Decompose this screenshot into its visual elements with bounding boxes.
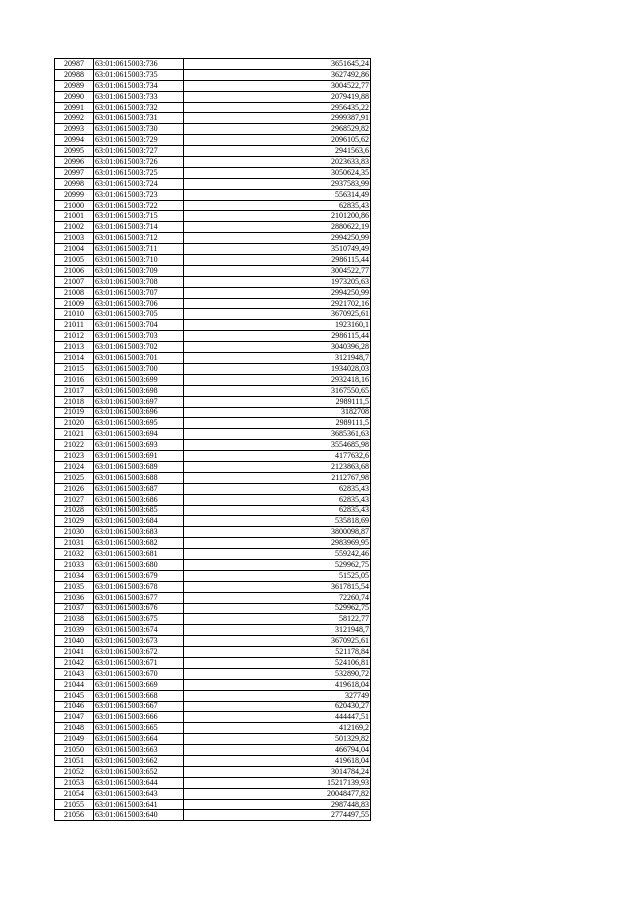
table-row (55, 538, 371, 549)
table-row (55, 516, 371, 527)
row-number: 21051 (55, 756, 94, 767)
value-cell: 3800098,87 (184, 527, 371, 538)
value-cell: 3651645,24 (184, 59, 371, 70)
row-number: 21013 (55, 342, 94, 353)
table-row (55, 549, 371, 560)
cadastral-number: 63:01:0615003:686 (94, 494, 184, 505)
value-cell: 2989111,5 (184, 396, 371, 407)
value-cell: 412169,2 (184, 723, 371, 734)
cadastral-number: 63:01:0615003:736 (94, 59, 184, 70)
cadastral-number: 63:01:0615003:671 (94, 657, 184, 668)
value-cell: 2989111,5 (184, 418, 371, 429)
table-row (55, 233, 371, 244)
value-cell: 529962,75 (184, 603, 371, 614)
row-number: 21014 (55, 353, 94, 364)
table-row (55, 668, 371, 679)
cadastral-number: 63:01:0615003:710 (94, 255, 184, 266)
cadastral-number: 63:01:0615003:666 (94, 712, 184, 723)
cadastral-number: 63:01:0615003:695 (94, 418, 184, 429)
cadastral-number: 63:01:0615003:726 (94, 157, 184, 168)
row-number: 20998 (55, 178, 94, 189)
row-number: 21026 (55, 483, 94, 494)
table-row (55, 157, 371, 168)
cadastral-number: 63:01:0615003:705 (94, 309, 184, 320)
row-number: 21022 (55, 440, 94, 451)
row-number: 21040 (55, 636, 94, 647)
row-number: 21029 (55, 516, 94, 527)
table-row (55, 581, 371, 592)
cadastral-number: 63:01:0615003:682 (94, 538, 184, 549)
row-number: 21000 (55, 200, 94, 211)
table-row (55, 472, 371, 483)
value-cell: 3182708 (184, 407, 371, 418)
row-number: 20999 (55, 189, 94, 200)
row-number: 21033 (55, 559, 94, 570)
cadastral-number: 63:01:0615003:672 (94, 647, 184, 658)
table-row (55, 309, 371, 320)
value-cell: 556314,49 (184, 189, 371, 200)
value-cell: 3050624,35 (184, 167, 371, 178)
table-row (55, 69, 371, 80)
row-number: 21038 (55, 614, 94, 625)
row-number: 21048 (55, 723, 94, 734)
cadastral-number: 63:01:0615003:709 (94, 265, 184, 276)
table-row (55, 298, 371, 309)
table-row (55, 244, 371, 255)
value-cell: 2994250,99 (184, 233, 371, 244)
value-cell: 1934028,03 (184, 363, 371, 374)
cadastral-number: 63:01:0615003:676 (94, 603, 184, 614)
row-number: 21047 (55, 712, 94, 723)
row-number: 21050 (55, 745, 94, 756)
value-cell: 2987448,83 (184, 799, 371, 810)
value-cell: 1973205,63 (184, 276, 371, 287)
table-row (55, 440, 371, 451)
value-cell: 62835,43 (184, 494, 371, 505)
cadastral-number: 63:01:0615003:734 (94, 80, 184, 91)
cadastral-number: 63:01:0615003:685 (94, 505, 184, 516)
cadastral-number: 63:01:0615003:699 (94, 374, 184, 385)
row-number: 20997 (55, 167, 94, 178)
value-cell: 2999387,91 (184, 113, 371, 124)
table-row (55, 167, 371, 178)
table-row (55, 451, 371, 462)
table-row (55, 124, 371, 135)
cadastral-number: 63:01:0615003:674 (94, 625, 184, 636)
cadastral-number: 63:01:0615003:665 (94, 723, 184, 734)
cadastral-number: 63:01:0615003:714 (94, 222, 184, 233)
row-number: 20995 (55, 146, 94, 157)
row-number: 21036 (55, 592, 94, 603)
value-cell: 3670925,61 (184, 636, 371, 647)
cadastral-number: 63:01:0615003:677 (94, 592, 184, 603)
cadastral-number: 63:01:0615003:641 (94, 799, 184, 810)
table-row (55, 146, 371, 157)
table-row (55, 679, 371, 690)
row-number: 21017 (55, 385, 94, 396)
table-row (55, 690, 371, 701)
row-number: 21008 (55, 287, 94, 298)
table-row (55, 756, 371, 767)
table-row (55, 701, 371, 712)
cadastral-number: 63:01:0615003:704 (94, 320, 184, 331)
data-table (54, 58, 371, 821)
cadastral-number: 63:01:0615003:669 (94, 679, 184, 690)
cadastral-number: 63:01:0615003:668 (94, 690, 184, 701)
cadastral-number: 63:01:0615003:693 (94, 440, 184, 451)
value-cell: 535818,69 (184, 516, 371, 527)
cadastral-number: 63:01:0615003:701 (94, 353, 184, 364)
cadastral-number: 63:01:0615003:652 (94, 766, 184, 777)
table-row (55, 592, 371, 603)
value-cell: 3004522,77 (184, 80, 371, 91)
row-number: 21021 (55, 429, 94, 440)
value-cell: 3040396,28 (184, 342, 371, 353)
row-number: 21004 (55, 244, 94, 255)
table-row (55, 385, 371, 396)
row-number: 21003 (55, 233, 94, 244)
value-cell: 2968529,82 (184, 124, 371, 135)
table-row (55, 265, 371, 276)
cadastral-number: 63:01:0615003:711 (94, 244, 184, 255)
cadastral-number: 63:01:0615003:689 (94, 461, 184, 472)
row-number: 21028 (55, 505, 94, 516)
row-number: 21001 (55, 211, 94, 222)
cadastral-number: 63:01:0615003:707 (94, 287, 184, 298)
value-cell: 419618,04 (184, 756, 371, 767)
value-cell: 2937583,99 (184, 178, 371, 189)
row-number: 21012 (55, 331, 94, 342)
row-number: 20992 (55, 113, 94, 124)
cadastral-number: 63:01:0615003:715 (94, 211, 184, 222)
cadastral-number: 63:01:0615003:673 (94, 636, 184, 647)
row-number: 21054 (55, 788, 94, 799)
value-cell: 2023633,83 (184, 157, 371, 168)
value-cell: 15217139,93 (184, 777, 371, 788)
table-row (55, 320, 371, 331)
row-number: 21016 (55, 374, 94, 385)
table-row (55, 429, 371, 440)
row-number: 21020 (55, 418, 94, 429)
row-number: 21019 (55, 407, 94, 418)
row-number: 21023 (55, 451, 94, 462)
row-number: 21041 (55, 647, 94, 658)
value-cell: 51525,05 (184, 570, 371, 581)
table-row (55, 135, 371, 146)
value-cell: 2880622,19 (184, 222, 371, 233)
value-cell: 2986115,44 (184, 255, 371, 266)
table-row (55, 647, 371, 658)
cadastral-number: 63:01:0615003:729 (94, 135, 184, 146)
value-cell: 529962,75 (184, 559, 371, 570)
cadastral-number: 63:01:0615003:712 (94, 233, 184, 244)
table-row (55, 200, 371, 211)
value-cell: 2123863,68 (184, 461, 371, 472)
table-row (55, 276, 371, 287)
cadastral-number: 63:01:0615003:724 (94, 178, 184, 189)
value-cell: 2983969,95 (184, 538, 371, 549)
value-cell: 3121948,7 (184, 353, 371, 364)
table-row (55, 723, 371, 734)
row-number: 21045 (55, 690, 94, 701)
cadastral-number: 63:01:0615003:727 (94, 146, 184, 157)
row-number: 21025 (55, 472, 94, 483)
cadastral-number: 63:01:0615003:643 (94, 788, 184, 799)
table-body (55, 59, 371, 821)
table-row (55, 570, 371, 581)
row-number: 21039 (55, 625, 94, 636)
value-cell: 2101200,86 (184, 211, 371, 222)
cadastral-number: 63:01:0615003:733 (94, 91, 184, 102)
cadastral-number: 63:01:0615003:678 (94, 581, 184, 592)
cadastral-number: 63:01:0615003:698 (94, 385, 184, 396)
value-cell: 327749 (184, 690, 371, 701)
row-number: 20988 (55, 69, 94, 80)
value-cell: 62835,43 (184, 505, 371, 516)
value-cell: 444447,51 (184, 712, 371, 723)
cadastral-number: 63:01:0615003:684 (94, 516, 184, 527)
row-number: 21002 (55, 222, 94, 233)
table-row (55, 777, 371, 788)
table-row (55, 559, 371, 570)
cadastral-number: 63:01:0615003:667 (94, 701, 184, 712)
cadastral-number: 63:01:0615003:730 (94, 124, 184, 135)
value-cell: 2932418,16 (184, 374, 371, 385)
table-row (55, 102, 371, 113)
cadastral-number: 63:01:0615003:731 (94, 113, 184, 124)
cadastral-number: 63:01:0615003:706 (94, 298, 184, 309)
value-cell: 20048477,82 (184, 788, 371, 799)
table-row (55, 222, 371, 233)
table-row (55, 810, 371, 821)
row-number: 20987 (55, 59, 94, 70)
value-cell: 3121948,7 (184, 625, 371, 636)
table-row (55, 712, 371, 723)
value-cell: 559242,46 (184, 549, 371, 560)
row-number: 21035 (55, 581, 94, 592)
value-cell: 1923160,1 (184, 320, 371, 331)
cadastral-number: 63:01:0615003:644 (94, 777, 184, 788)
table-row (55, 189, 371, 200)
row-number: 21006 (55, 265, 94, 276)
table-row (55, 614, 371, 625)
value-cell: 620430,27 (184, 701, 371, 712)
value-cell: 466794,04 (184, 745, 371, 756)
row-number: 21055 (55, 799, 94, 810)
table-row (55, 178, 371, 189)
cadastral-number: 63:01:0615003:700 (94, 363, 184, 374)
value-cell: 2956435,22 (184, 102, 371, 113)
cadastral-number: 63:01:0615003:691 (94, 451, 184, 462)
row-number: 20994 (55, 135, 94, 146)
cadastral-number: 63:01:0615003:680 (94, 559, 184, 570)
value-cell: 2986115,44 (184, 331, 371, 342)
value-cell: 419618,04 (184, 679, 371, 690)
cadastral-number: 63:01:0615003:725 (94, 167, 184, 178)
cadastral-number: 63:01:0615003:708 (94, 276, 184, 287)
value-cell: 62835,43 (184, 483, 371, 494)
row-number: 20996 (55, 157, 94, 168)
value-cell: 521178,84 (184, 647, 371, 658)
row-number: 21015 (55, 363, 94, 374)
value-cell: 2994250,99 (184, 287, 371, 298)
row-number: 21010 (55, 309, 94, 320)
table-row (55, 374, 371, 385)
value-cell: 62835,43 (184, 200, 371, 211)
row-number: 21043 (55, 668, 94, 679)
value-cell: 3685361,63 (184, 429, 371, 440)
table-row (55, 396, 371, 407)
value-cell: 3554685,98 (184, 440, 371, 451)
row-number: 21011 (55, 320, 94, 331)
table-row (55, 657, 371, 668)
cadastral-number: 63:01:0615003:697 (94, 396, 184, 407)
value-cell: 501329,82 (184, 734, 371, 745)
table-row (55, 799, 371, 810)
table-row (55, 91, 371, 102)
row-number: 21049 (55, 734, 94, 745)
cadastral-number: 63:01:0615003:670 (94, 668, 184, 679)
value-cell: 3167550,65 (184, 385, 371, 396)
value-cell: 3014784,24 (184, 766, 371, 777)
row-number: 21044 (55, 679, 94, 690)
row-number: 20990 (55, 91, 94, 102)
table-row (55, 745, 371, 756)
row-number: 21009 (55, 298, 94, 309)
value-cell: 2774497,55 (184, 810, 371, 821)
cadastral-number: 63:01:0615003:675 (94, 614, 184, 625)
row-number: 21030 (55, 527, 94, 538)
table-row (55, 625, 371, 636)
value-cell: 2941563,6 (184, 146, 371, 157)
cadastral-number: 63:01:0615003:722 (94, 200, 184, 211)
row-number: 20989 (55, 80, 94, 91)
table-row (55, 788, 371, 799)
row-number: 21034 (55, 570, 94, 581)
table-row (55, 494, 371, 505)
cadastral-number: 63:01:0615003:679 (94, 570, 184, 581)
table-row (55, 353, 371, 364)
cadastral-number: 63:01:0615003:694 (94, 429, 184, 440)
row-number: 21007 (55, 276, 94, 287)
cadastral-number: 63:01:0615003:696 (94, 407, 184, 418)
table-row (55, 342, 371, 353)
cadastral-number: 63:01:0615003:702 (94, 342, 184, 353)
row-number: 21037 (55, 603, 94, 614)
table-row (55, 734, 371, 745)
value-cell: 4177632,6 (184, 451, 371, 462)
cadastral-number: 63:01:0615003:703 (94, 331, 184, 342)
value-cell: 532890,72 (184, 668, 371, 679)
table-row (55, 113, 371, 124)
value-cell: 524106,81 (184, 657, 371, 668)
value-cell: 3004522,77 (184, 265, 371, 276)
cadastral-number: 63:01:0615003:688 (94, 472, 184, 483)
row-number: 21046 (55, 701, 94, 712)
table-row (55, 505, 371, 516)
cadastral-number: 63:01:0615003:687 (94, 483, 184, 494)
value-cell: 2079419,88 (184, 91, 371, 102)
table-row (55, 461, 371, 472)
cadastral-number: 63:01:0615003:663 (94, 745, 184, 756)
table-row (55, 287, 371, 298)
table-row (55, 363, 371, 374)
row-number: 21056 (55, 810, 94, 821)
table-row (55, 255, 371, 266)
value-cell: 3510749,49 (184, 244, 371, 255)
cadastral-number: 63:01:0615003:735 (94, 69, 184, 80)
table-row (55, 527, 371, 538)
cadastral-number: 63:01:0615003:723 (94, 189, 184, 200)
row-number: 21032 (55, 549, 94, 560)
table-row (55, 211, 371, 222)
table-row (55, 418, 371, 429)
row-number: 20991 (55, 102, 94, 113)
value-cell: 58122,77 (184, 614, 371, 625)
row-number: 21053 (55, 777, 94, 788)
value-cell: 3617815,54 (184, 581, 371, 592)
table-row (55, 80, 371, 91)
row-number: 21005 (55, 255, 94, 266)
value-cell: 3627492,86 (184, 69, 371, 80)
row-number: 21027 (55, 494, 94, 505)
row-number: 20993 (55, 124, 94, 135)
cadastral-number: 63:01:0615003:732 (94, 102, 184, 113)
cadastral-number: 63:01:0615003:662 (94, 756, 184, 767)
table-row (55, 483, 371, 494)
value-cell: 2112767,98 (184, 472, 371, 483)
cadastral-number: 63:01:0615003:640 (94, 810, 184, 821)
table-row (55, 636, 371, 647)
value-cell: 72260,74 (184, 592, 371, 603)
cadastral-number: 63:01:0615003:664 (94, 734, 184, 745)
table-row (55, 766, 371, 777)
row-number: 21024 (55, 461, 94, 472)
row-number: 21031 (55, 538, 94, 549)
table-row (55, 603, 371, 614)
table-row (55, 59, 371, 70)
cadastral-number: 63:01:0615003:681 (94, 549, 184, 560)
table-row (55, 407, 371, 418)
cadastral-number: 63:01:0615003:683 (94, 527, 184, 538)
row-number: 21052 (55, 766, 94, 777)
row-number: 21042 (55, 657, 94, 668)
value-cell: 2096105,62 (184, 135, 371, 146)
value-cell: 3670925,61 (184, 309, 371, 320)
table-row (55, 331, 371, 342)
value-cell: 2921702,16 (184, 298, 371, 309)
row-number: 21018 (55, 396, 94, 407)
